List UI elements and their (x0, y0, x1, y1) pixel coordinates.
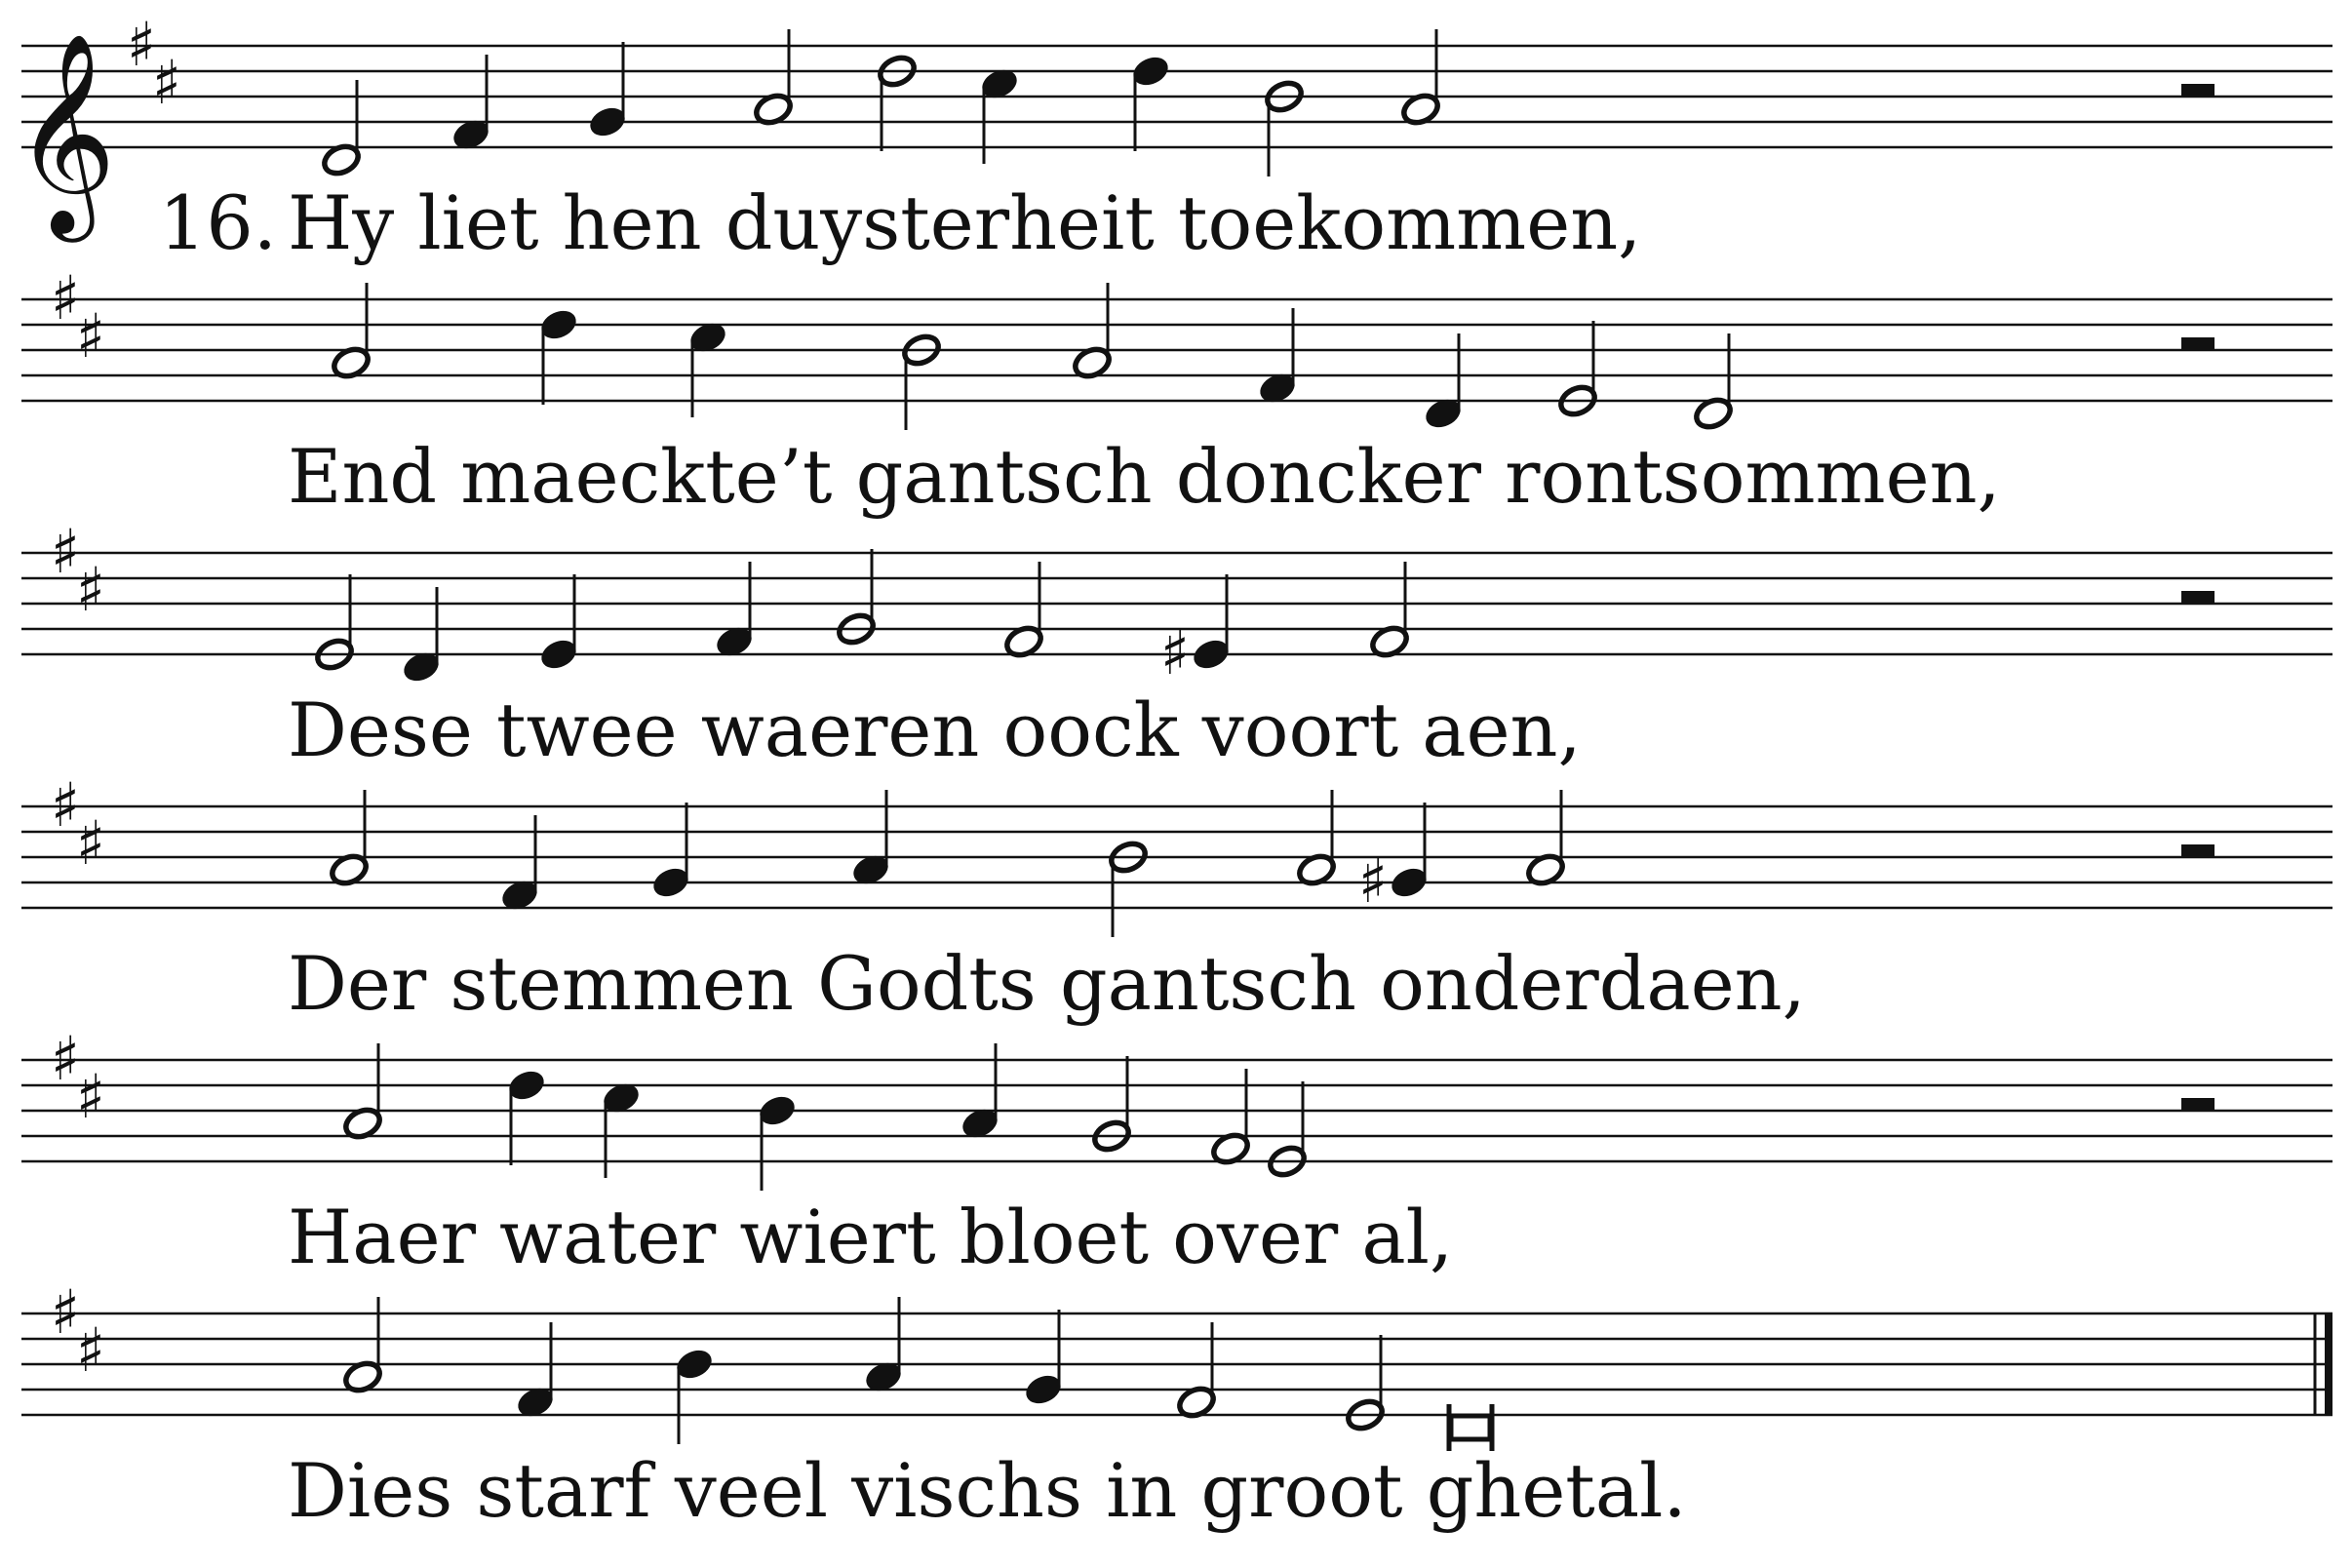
note (1071, 283, 1113, 381)
note (600, 1079, 642, 1178)
note (1399, 29, 1441, 128)
note (1266, 1081, 1308, 1180)
lyric-line: End maeckte’t gantsch doncker rontsommen, (288, 433, 2001, 520)
key-sharp-icon: ♯ (127, 9, 157, 80)
half-rest-icon (2181, 844, 2215, 857)
note (341, 1043, 383, 1142)
key-sharp-icon: ♯ (76, 1314, 106, 1386)
key-sharp-icon: ♯ (76, 807, 106, 879)
note (586, 42, 628, 140)
note (959, 1043, 1000, 1142)
note (1129, 53, 1171, 151)
note (1256, 308, 1298, 407)
staff (21, 1023, 2332, 1161)
note (313, 574, 355, 673)
note (978, 65, 1020, 164)
note (330, 283, 372, 381)
note (1556, 321, 1598, 419)
note (498, 815, 540, 914)
verse-number: 16. (159, 179, 277, 266)
key-sharp-icon: ♯ (152, 47, 182, 118)
key-sharp-icon: ♯ (51, 1276, 81, 1348)
note (1107, 839, 1149, 937)
note (713, 562, 755, 660)
note (1002, 562, 1044, 660)
note (1449, 1404, 1492, 1451)
note (320, 80, 362, 178)
note (900, 332, 942, 430)
staff (21, 1276, 2332, 1415)
note (835, 549, 877, 647)
lyric-line: Haer water wiert bloet over al, (288, 1194, 1454, 1280)
lyric-line: Der stemmen Godts gantsch onderdaen, (288, 940, 1806, 1027)
note (849, 790, 891, 888)
note (1022, 1310, 1064, 1408)
key-sharp-icon: ♯ (76, 554, 106, 625)
note (1295, 790, 1337, 888)
sharp-accidental-icon: ♯ (1160, 617, 1191, 688)
key-sharp-icon: ♯ (51, 262, 81, 333)
key-sharp-icon: ♯ (51, 1023, 81, 1094)
note (400, 587, 442, 686)
note (450, 55, 491, 153)
note (537, 574, 579, 673)
lyric-line: Hy liet hen duysterheit toekommen, (288, 179, 1642, 266)
note (862, 1297, 904, 1395)
note (876, 53, 918, 151)
note (328, 790, 370, 888)
note (1358, 803, 1431, 917)
note (1368, 562, 1410, 660)
treble-clef-icon: 𝄞 (14, 31, 117, 233)
note (537, 306, 579, 405)
note (1422, 333, 1464, 432)
note (1692, 333, 1734, 432)
half-rest-icon (2181, 84, 2215, 97)
half-rest-icon (2181, 337, 2215, 350)
note (649, 803, 691, 901)
key-sharp-icon: ♯ (51, 516, 81, 587)
note (1175, 1322, 1217, 1421)
note (505, 1067, 547, 1165)
note (756, 1092, 798, 1191)
lyric-line: Dies starf veel vischs in groot ghetal. (288, 1447, 1687, 1534)
note (1263, 78, 1305, 176)
staff (21, 769, 2332, 908)
note (1209, 1069, 1251, 1167)
half-rest-icon (2181, 591, 2215, 604)
note (686, 319, 728, 417)
note (514, 1322, 556, 1421)
key-sharp-icon: ♯ (76, 300, 106, 372)
note (673, 1346, 715, 1444)
note (341, 1297, 383, 1395)
key-sharp-icon: ♯ (51, 769, 81, 841)
note (1090, 1056, 1132, 1155)
key-sharp-icon: ♯ (76, 1061, 106, 1132)
note (1344, 1335, 1386, 1433)
note (1160, 574, 1233, 688)
lyric-line: Dese twee waeren oock voort aen, (288, 686, 1582, 773)
sharp-accidental-icon: ♯ (1358, 845, 1389, 917)
breve-head (1451, 1416, 1490, 1439)
half-rest-icon (2181, 1098, 2215, 1111)
note (1524, 790, 1566, 888)
note (752, 29, 794, 128)
